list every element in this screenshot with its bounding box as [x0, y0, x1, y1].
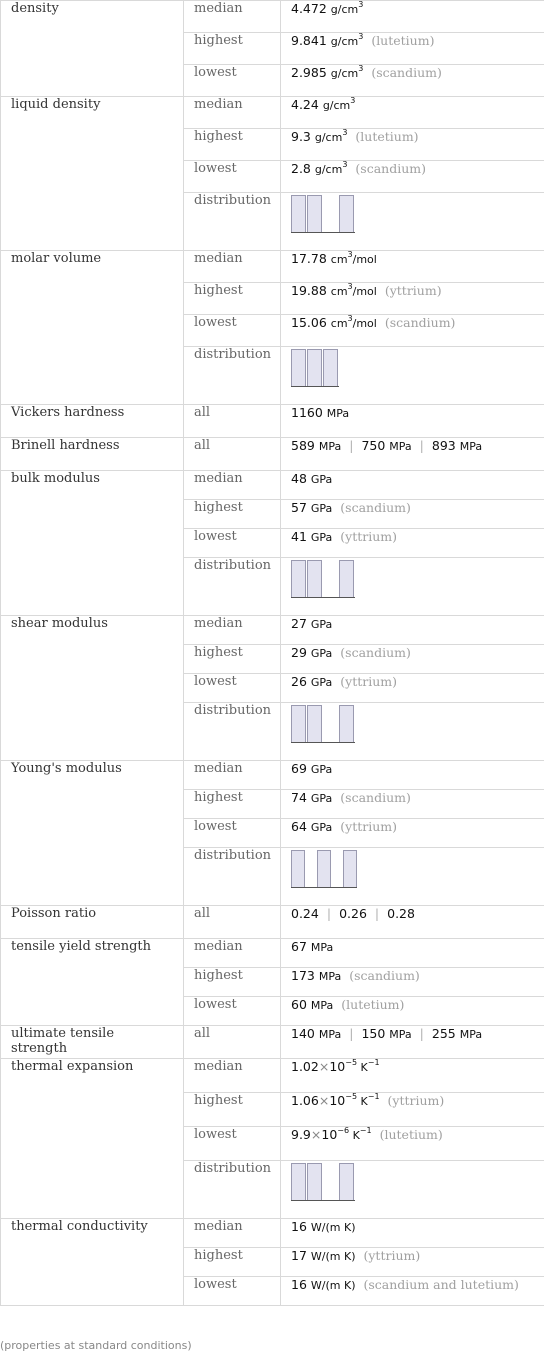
stat-label-highest: highest	[184, 129, 281, 161]
histogram-baseline	[291, 742, 355, 743]
distribution-histogram	[281, 558, 544, 616]
histogram-bar	[343, 850, 357, 888]
stat-value	[281, 405, 544, 438]
source-note: (scandium)	[340, 500, 411, 515]
value-number: 750	[361, 438, 390, 453]
separator: |	[326, 906, 332, 921]
unit: $g/cm^3$	[330, 0, 364, 16]
value-number: 4.472	[291, 1, 331, 16]
stat-label-lowest: lowest	[184, 529, 281, 558]
stat-label-median: median	[184, 251, 281, 283]
distribution-histogram	[281, 193, 544, 251]
stat-value	[281, 997, 544, 1026]
histogram-chart	[291, 1161, 361, 1201]
stat-label-distribution: distribution	[184, 558, 281, 616]
property-name-tensile-yield-strength: tensile yield strength	[1, 939, 184, 1026]
table-row	[1, 906, 544, 939]
unit: MPa	[389, 440, 412, 453]
stat-value	[281, 97, 544, 129]
stat-label-highest: highest	[184, 1248, 281, 1277]
value-number: 0.28	[387, 906, 415, 921]
table-row	[1, 616, 544, 645]
stat-value	[281, 1127, 544, 1161]
stat-value	[281, 1059, 544, 1093]
unit: GPa	[310, 676, 333, 689]
stat-value	[281, 471, 544, 500]
separator: |	[349, 438, 354, 453]
stat-value	[281, 65, 544, 97]
source-note: (scandium)	[340, 645, 411, 660]
unit-exponent: 3	[347, 282, 353, 292]
histogram-chart	[291, 848, 361, 888]
stat-label-highest: highest	[184, 283, 281, 315]
unit: $cm^3$/mol	[330, 314, 377, 330]
stat-label-highest: highest	[184, 645, 281, 674]
stat-value	[281, 315, 544, 347]
unit: MPa	[318, 970, 342, 983]
unit: W/(m K)	[310, 1279, 356, 1292]
property-name-liquid-density: liquid density	[1, 97, 184, 251]
value-number: 4.24	[291, 97, 323, 112]
histogram-baseline	[291, 386, 339, 387]
histogram-baseline	[291, 232, 355, 233]
unit: GPa	[310, 618, 333, 631]
unit: MPa	[326, 407, 350, 420]
table-row	[1, 1219, 544, 1248]
histogram-bar	[307, 1163, 322, 1201]
unit-exponent: −1	[367, 1092, 380, 1102]
histogram-bar	[307, 705, 322, 743]
value-number: 19.88	[291, 283, 331, 298]
source-note: (yttrium)	[384, 283, 442, 298]
value-number: 17.78	[291, 251, 331, 266]
stat-value	[281, 1093, 544, 1127]
stat-value	[281, 906, 544, 939]
stat-label-all: all	[184, 438, 281, 471]
histogram-bar	[339, 705, 354, 743]
unit: MPa	[318, 440, 342, 453]
stat-value	[281, 761, 544, 790]
distribution-histogram	[281, 703, 544, 761]
unit-exponent: 3	[358, 0, 364, 10]
unit: MPa	[318, 1028, 342, 1041]
unit: MPa	[459, 1028, 483, 1041]
value-number: 17	[291, 1248, 311, 1263]
property-name-molar-volume: molar volume	[1, 251, 184, 405]
stat-label-median: median	[184, 1059, 281, 1093]
unit: $g/cm^3$	[322, 96, 356, 112]
source-note: (yttrium)	[363, 1248, 421, 1263]
value-number: 27	[291, 616, 311, 631]
value-number: 173	[291, 968, 319, 983]
stat-label-all: all	[184, 1026, 281, 1059]
value-number: 893	[431, 438, 460, 453]
stat-value	[281, 616, 544, 645]
histogram-baseline	[291, 887, 357, 888]
unit: W/(m K)	[310, 1221, 356, 1234]
table-row	[1, 1, 544, 33]
unit-exponent: 3	[358, 32, 364, 42]
source-note: (lutetium)	[379, 1127, 443, 1142]
property-name-bulk-modulus: bulk modulus	[1, 471, 184, 616]
unit: GPa	[310, 821, 333, 834]
exponent: −5	[345, 1057, 358, 1067]
stat-value	[281, 790, 544, 819]
histogram-bar	[291, 349, 306, 387]
value-number: 0.24	[291, 906, 319, 921]
value-number: 69	[291, 761, 311, 776]
exponent-base: 10	[329, 1093, 346, 1108]
histogram-bar	[291, 850, 305, 888]
unit: $g/cm^3$	[314, 160, 348, 176]
value-number: 60	[291, 997, 311, 1012]
stat-label-lowest: lowest	[184, 1127, 281, 1161]
value-number: 1.06	[291, 1093, 319, 1108]
stat-label-distribution: distribution	[184, 848, 281, 906]
histogram-bar	[307, 560, 322, 598]
unit: GPa	[310, 531, 333, 544]
table-row	[1, 97, 544, 129]
histogram-bar	[339, 1163, 354, 1201]
source-note: (scandium)	[384, 315, 456, 330]
stat-label-lowest: lowest	[184, 674, 281, 703]
stat-value	[281, 1277, 544, 1306]
unit: GPa	[310, 792, 333, 805]
table-row	[1, 1026, 544, 1059]
unit: $K^{-1}$	[349, 1126, 372, 1142]
stat-label-distribution: distribution	[184, 703, 281, 761]
histogram-bar	[291, 560, 306, 598]
value-number: 1.02	[291, 1059, 319, 1074]
histogram-baseline	[291, 597, 355, 598]
stat-value	[281, 129, 544, 161]
stat-value	[281, 161, 544, 193]
value-number: 26	[291, 674, 311, 689]
unit-exponent: −1	[367, 1058, 380, 1068]
source-note: (scandium and lutetium)	[363, 1277, 519, 1292]
histogram-bar	[307, 195, 322, 233]
stat-label-highest: highest	[184, 500, 281, 529]
separator: |	[349, 1026, 354, 1041]
source-note: (lutetium)	[341, 997, 405, 1012]
stat-value	[281, 645, 544, 674]
value-number: 1160	[291, 405, 327, 420]
value-number: 0.26	[339, 906, 367, 921]
separator: |	[374, 906, 380, 921]
unit: W/(m K)	[310, 1250, 356, 1263]
value-number: 9.9	[291, 1127, 311, 1142]
histogram-bar	[317, 850, 331, 888]
unit-exponent: 3	[347, 250, 353, 260]
stat-label-lowest: lowest	[184, 819, 281, 848]
stat-label-distribution: distribution	[184, 193, 281, 251]
source-note: (scandium)	[340, 790, 411, 805]
stat-label-median: median	[184, 471, 281, 500]
value-number: 589	[291, 438, 319, 453]
exponent: −6	[337, 1125, 350, 1135]
unit: $g/cm^3$	[314, 128, 348, 144]
table-row	[1, 438, 544, 471]
value-number: 67	[291, 939, 311, 954]
distribution-histogram	[281, 1161, 544, 1219]
value-number: 16	[291, 1277, 311, 1292]
unit: $K^{-1}$	[357, 1058, 380, 1074]
unit-exponent: 3	[342, 160, 348, 170]
unit: $g/cm^3$	[330, 64, 364, 80]
unit: GPa	[310, 763, 333, 776]
source-note: (yttrium)	[340, 819, 398, 834]
stat-value	[281, 968, 544, 997]
stat-label-distribution: distribution	[184, 347, 281, 405]
unit: GPa	[310, 473, 333, 486]
stat-value	[281, 1248, 544, 1277]
separator: |	[419, 438, 424, 453]
histogram-chart	[291, 347, 361, 387]
property-name-brinell-hardness: Brinell hardness	[1, 438, 184, 471]
exponent-base: 10	[329, 1059, 346, 1074]
stat-value	[281, 1026, 544, 1059]
unit: GPa	[310, 502, 333, 515]
value-number: 57	[291, 500, 311, 515]
value-number: 74	[291, 790, 311, 805]
stat-label-median: median	[184, 97, 281, 129]
property-name-density: density	[1, 1, 184, 97]
exponent-base: 10	[321, 1127, 338, 1142]
stat-label-median: median	[184, 761, 281, 790]
value-number: 29	[291, 645, 311, 660]
unit-exponent: 3	[342, 128, 348, 138]
stat-value	[281, 33, 544, 65]
value-number: 48	[291, 471, 311, 486]
stat-label-highest: highest	[184, 1093, 281, 1127]
source-note: (scandium)	[355, 161, 426, 176]
table-row	[1, 251, 544, 283]
property-name-shear-modulus: shear modulus	[1, 616, 184, 761]
stat-label-all: all	[184, 906, 281, 939]
stat-value	[281, 500, 544, 529]
histogram-bar	[339, 195, 354, 233]
stat-label-highest: highest	[184, 968, 281, 997]
property-name-thermal-conductivity: thermal conductivity	[1, 1219, 184, 1306]
separator: |	[419, 1026, 424, 1041]
histogram-bar	[291, 195, 306, 233]
value-number: 140	[291, 1026, 319, 1041]
table-row	[1, 939, 544, 968]
histogram-bar	[307, 349, 322, 387]
value-number: 16	[291, 1219, 311, 1234]
stat-label-median: median	[184, 1219, 281, 1248]
stat-label-median: median	[184, 1, 281, 33]
times-sign: ×	[318, 1093, 330, 1108]
unit-exponent: 3	[347, 314, 353, 324]
stat-value	[281, 819, 544, 848]
distribution-histogram	[281, 848, 544, 906]
table-row	[1, 471, 544, 500]
unit: $cm^3$/mol	[330, 250, 377, 266]
stat-label-lowest: lowest	[184, 1277, 281, 1306]
unit-exponent: −1	[359, 1126, 372, 1136]
property-name-poisson-ratio: Poisson ratio	[1, 906, 184, 939]
unit: MPa	[310, 999, 334, 1012]
value-number: 15.06	[291, 315, 331, 330]
source-note: (yttrium)	[387, 1093, 445, 1108]
stat-value	[281, 438, 544, 471]
distribution-histogram	[281, 347, 544, 405]
source-note: (yttrium)	[340, 529, 398, 544]
unit-exponent: 3	[358, 64, 364, 74]
histogram-bar	[291, 1163, 306, 1201]
stat-value	[281, 251, 544, 283]
stat-value	[281, 674, 544, 703]
unit: $cm^3$/mol	[330, 282, 377, 298]
value-number: 9.3	[291, 129, 315, 144]
exponent: −5	[345, 1091, 358, 1101]
histogram-bar	[339, 560, 354, 598]
times-sign: ×	[318, 1059, 330, 1074]
stat-value	[281, 1219, 544, 1248]
source-note: (scandium)	[349, 968, 420, 983]
value-number: 2.8	[291, 161, 315, 176]
property-name-ultimate-tensile-strength: ultimate tensile strength	[1, 1026, 184, 1059]
stat-value	[281, 283, 544, 315]
table-row	[1, 405, 544, 438]
stat-value	[281, 529, 544, 558]
unit: $K^{-1}$	[357, 1092, 380, 1108]
stat-label-all: all	[184, 405, 281, 438]
table-row	[1, 1059, 544, 1093]
stat-label-highest: highest	[184, 33, 281, 65]
table-row	[1, 761, 544, 790]
histogram-bar	[291, 705, 306, 743]
property-name-thermal-expansion: thermal expansion	[1, 1059, 184, 1219]
unit-exponent: 3	[350, 96, 356, 106]
stat-label-lowest: lowest	[184, 161, 281, 193]
property-name-young-s-modulus: Young's modulus	[1, 761, 184, 906]
stat-value	[281, 939, 544, 968]
stat-label-median: median	[184, 939, 281, 968]
source-note: (scandium)	[371, 65, 442, 80]
footnote: (properties at standard conditions)	[0, 1339, 192, 1352]
histogram-baseline	[291, 1200, 355, 1201]
stat-label-lowest: lowest	[184, 65, 281, 97]
histogram-chart	[291, 558, 361, 598]
unit: GPa	[310, 647, 333, 660]
histogram-bar	[323, 349, 338, 387]
source-note: (yttrium)	[340, 674, 398, 689]
value-number: 41	[291, 529, 311, 544]
stat-label-highest: highest	[184, 790, 281, 819]
times-sign: ×	[310, 1127, 322, 1142]
value-number: 64	[291, 819, 311, 834]
unit: MPa	[389, 1028, 412, 1041]
source-note: (lutetium)	[355, 129, 419, 144]
unit: MPa	[459, 440, 483, 453]
stat-value	[281, 1, 544, 33]
value-number: 2.985	[291, 65, 331, 80]
property-name-vickers-hardness: Vickers hardness	[1, 405, 184, 438]
unit: $g/cm^3$	[330, 32, 364, 48]
value-number: 150	[361, 1026, 390, 1041]
stat-label-distribution: distribution	[184, 1161, 281, 1219]
stat-label-median: median	[184, 616, 281, 645]
stat-label-lowest: lowest	[184, 315, 281, 347]
histogram-chart	[291, 193, 361, 233]
histogram-chart	[291, 703, 361, 743]
value-number: 9.841	[291, 33, 331, 48]
unit: MPa	[310, 941, 334, 954]
source-note: (lutetium)	[371, 33, 435, 48]
stat-label-lowest: lowest	[184, 997, 281, 1026]
value-number: 255	[431, 1026, 460, 1041]
